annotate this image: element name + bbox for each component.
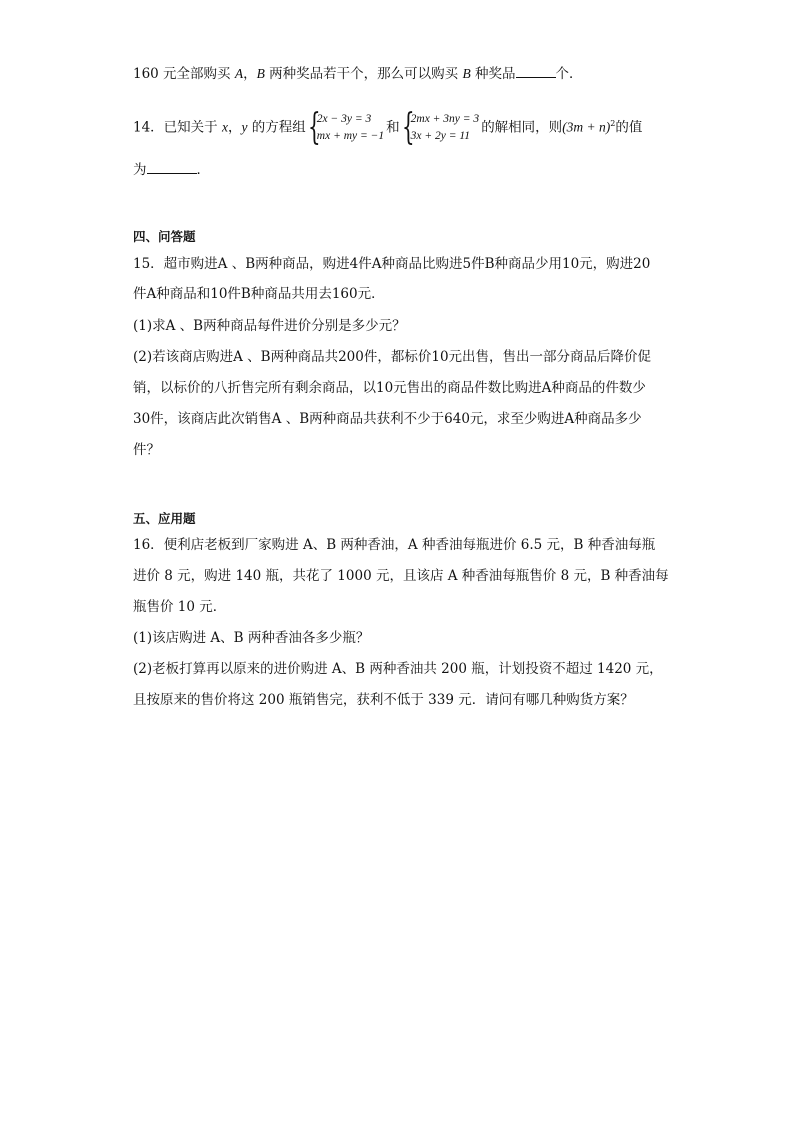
q14-text: ． bbox=[196, 162, 210, 178]
q15-line: 15．超市购进A 、B两种商品，购进4件A种商品比购进5件B种商品少用10元，购进20 bbox=[133, 256, 651, 272]
q14-text: ， bbox=[227, 119, 242, 136]
q14-text: 的方程组 bbox=[247, 119, 306, 136]
q14-text: 为 bbox=[133, 162, 147, 178]
equation-row: 2mx + 3ny = 3 bbox=[410, 113, 480, 125]
q13-text: 两种奖品若干个，那么可以购买 bbox=[264, 66, 463, 82]
q16-part-2-line: (2)老板打算再以原来的进价购进 A、B 两种香油共 200 瓶，计划投资不超过 1420 元， bbox=[133, 661, 663, 677]
q15-line: 件A种商品和10件B种商品共用去160元． bbox=[133, 286, 385, 302]
q15-part-2-line: 件？ bbox=[133, 442, 160, 458]
q14-line-2 bbox=[133, 160, 673, 180]
equation-row: 2x − 3y = 3 bbox=[316, 113, 372, 125]
q13-var-c: B bbox=[462, 66, 471, 81]
q14-text: 14．已知关于 bbox=[133, 119, 222, 136]
q14-var-x: x bbox=[221, 119, 228, 135]
q16-part-1: (1)该店购进 A、B 两种香油各多少瓶？ bbox=[133, 630, 370, 646]
q13-tail-line bbox=[133, 64, 673, 84]
equation-row: 3x + 2y = 11 bbox=[410, 130, 471, 142]
q13-text: 160 元全部购买 bbox=[133, 66, 235, 82]
q13-var-b: B bbox=[256, 66, 265, 81]
q13-text: 种奖品 bbox=[470, 66, 516, 82]
q16-line: 16．便利店老板到厂家购进 A、B 两种香油，A 种香油每瓶进价 6.5 元，B 种香油每瓶 bbox=[133, 537, 656, 553]
q14-line bbox=[133, 104, 673, 148]
answer-blank[interactable] bbox=[516, 65, 556, 78]
q14-text: 的值 bbox=[615, 119, 643, 136]
q13-var-a: A bbox=[234, 66, 244, 81]
q16-line: 进价 8 元，购进 140 瓶，共花了 1000 元，且该店 A 种香油每瓶售价 8 元，B 种香油每 bbox=[133, 568, 669, 584]
brace-icon: { bbox=[401, 107, 415, 148]
equation-system-2 bbox=[401, 107, 480, 148]
equation-row: mx + my = −1 bbox=[316, 130, 385, 142]
q15-part-2-line: 销，以标价的八折售完所有剩余商品，以10元售出的商品件数比购进A种商品的件数少 bbox=[133, 380, 646, 396]
q15-part-2-line: 30件，该商店此次销售A 、B两种商品共获利不少于640元，求至少购进A种商品多少 bbox=[133, 411, 642, 427]
q16-line: 瓶售价 10 元． bbox=[133, 599, 227, 615]
q14-text: 和 bbox=[386, 119, 400, 136]
section-heading: 四、问答题 bbox=[133, 229, 196, 244]
q14-text: 的解相同，则 bbox=[481, 119, 563, 136]
q13-text: 个． bbox=[555, 66, 583, 82]
equation-system-1 bbox=[307, 107, 385, 148]
q14-var-y: y bbox=[241, 119, 248, 135]
q15-part-2-line: (2)若该商店购进A 、B两种商品共200件，都标价10元出售，售出一部分商品后降价促 bbox=[133, 349, 652, 365]
q13-text: ， bbox=[243, 66, 257, 82]
answer-blank[interactable] bbox=[147, 161, 197, 174]
section-heading: 五、应用题 bbox=[133, 511, 196, 526]
q16-part-2-line: 且按原来的售价将这 200 瓶销售完，获利不低于 339 元．请问有哪几种购货方案？ bbox=[133, 692, 634, 708]
brace-icon: { bbox=[307, 107, 321, 148]
q14-expression: (3m + n) bbox=[562, 119, 611, 135]
q14-exponent: 2 bbox=[610, 119, 616, 128]
q15-part-1: (1)求A 、B两种商品每件进价分别是多少元？ bbox=[133, 318, 406, 334]
